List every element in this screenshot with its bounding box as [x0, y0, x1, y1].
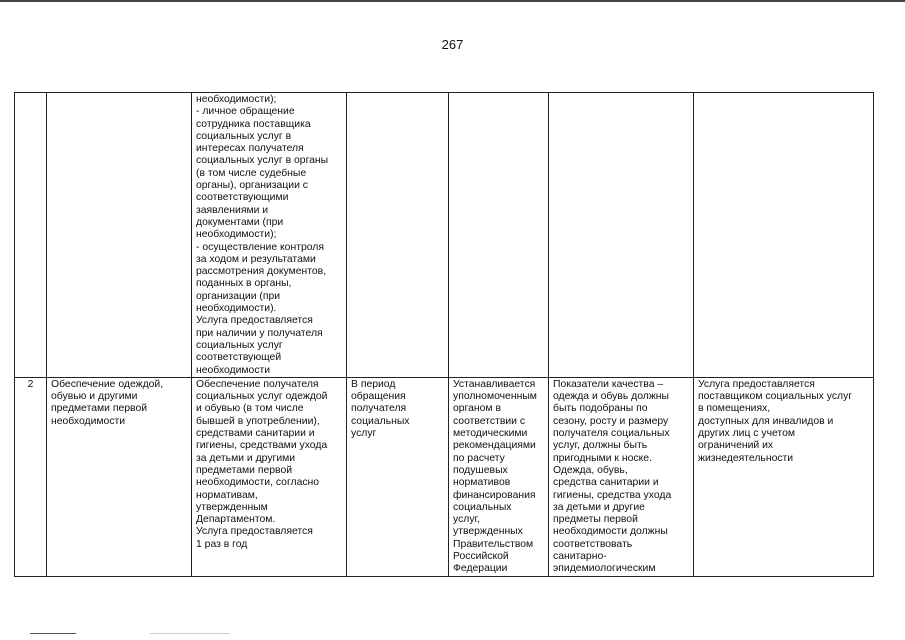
cell-line: предметами первой [51, 403, 148, 415]
cell-line: организации (при [196, 290, 281, 302]
cell-line: сотрудника поставщика [196, 118, 311, 130]
cell-line: Показатели качества – [553, 378, 664, 390]
cell-line: за детьми и другие [553, 501, 645, 513]
cell-line: за ходом и результатами [196, 253, 316, 265]
services-table [14, 92, 874, 577]
footer-rule [30, 633, 76, 634]
cell-line: 1 раз в год [196, 538, 248, 550]
cell-line: гигиены, средства ухода [553, 489, 672, 501]
cell-line: (в том числе судебные [196, 167, 307, 179]
cell-line: рекомендациями [453, 440, 536, 452]
cell-line: Обеспечение одеждой, [51, 378, 164, 390]
cell-line: необходимости); [196, 229, 277, 241]
cell-line: соответствующей [196, 352, 282, 364]
cell-line: поданных в органы, [196, 278, 292, 290]
cell-line: необходимости должны [553, 526, 668, 538]
cell-line: В период [351, 378, 396, 390]
cell-line: услуг [351, 428, 377, 440]
cell-line: Услуга предоставляется [196, 526, 313, 538]
cell-line: социальных услуг [196, 339, 283, 351]
cell-line: финансирования [453, 489, 536, 501]
cell-line: средства санитарии и [553, 477, 659, 489]
cell-line: предметами первой [196, 464, 293, 476]
cell-line: в помещениях, [698, 403, 771, 415]
cell-line: социальных услуг в [196, 130, 292, 142]
cell-line: получателя [351, 403, 407, 415]
quality-indicators-cell [549, 377, 694, 576]
cell-line: необходимости). [196, 303, 277, 315]
cell-line: предметы первой [553, 514, 638, 526]
service-norms-cell [449, 93, 549, 378]
quality-indicators-cell [549, 93, 694, 378]
cell-line: социальных [351, 415, 410, 427]
row-number-cell [15, 93, 47, 378]
cell-line: методическими [453, 428, 528, 440]
cell-line: поставщиком социальных услуг [698, 391, 853, 403]
cell-line: Федерации [453, 563, 508, 575]
service-term-cell [347, 377, 449, 576]
cell-line: быть подобраны по [553, 403, 648, 415]
cell-line: Департаментом. [196, 514, 276, 526]
service-norms-cell [449, 377, 549, 576]
cell-line: органы), организации с [196, 180, 308, 192]
cell-line: необходимости [196, 364, 271, 376]
service-description-cell [192, 93, 347, 378]
cell-line: гигиены, средствами ухода [196, 440, 328, 452]
cell-line: - личное обращение [196, 106, 295, 118]
cell-line: документами (при [196, 216, 284, 228]
cell-line: одежда и обувь должны [553, 391, 669, 403]
cell-line: социальных услуг в органы [196, 155, 329, 167]
table-row [15, 377, 874, 576]
cell-line: пригодными к носке. [553, 452, 652, 464]
service-name-cell [47, 377, 192, 576]
cell-line: Российской [453, 550, 509, 562]
cell-line: социальных [453, 501, 512, 513]
cell-line: Одежда, обувь, [553, 464, 628, 476]
cell-line: получателя социальных [553, 428, 670, 440]
cell-line: услуг, [453, 514, 480, 526]
row-number-cell: 2 [15, 377, 47, 576]
cell-line: доступных для инвалидов и [698, 415, 834, 427]
cell-line: по расчету [453, 452, 505, 464]
cell-line: необходимости, согласно [196, 477, 320, 489]
cell-line: органом в [453, 403, 501, 415]
cell-line: Обеспечение получателя [196, 378, 319, 390]
service-term-cell [347, 93, 449, 378]
cell-line: средствами санитарии и [196, 428, 315, 440]
cell-line: Услуга предоставляется [196, 315, 313, 327]
cell-line: сезону, росту и размеру [553, 415, 669, 427]
cell-line: бывшей в употреблении), [196, 415, 320, 427]
cell-line: соответствующими [196, 192, 289, 204]
cell-line: - осуществление контроля [196, 241, 324, 253]
cell-line: подушевых [453, 464, 508, 476]
cell-line: за детьми и другими [196, 452, 296, 464]
cell-line: утвержденных [453, 526, 523, 538]
cell-line: и обувью (в том числе [196, 403, 304, 415]
cell-line: обувью и другими [51, 391, 138, 403]
service-name-cell [47, 93, 192, 378]
page-number: 267 [441, 37, 464, 52]
table-row [15, 93, 874, 378]
cell-line: уполномоченным [453, 391, 537, 403]
cell-line: социальных услуг одеждой [196, 391, 328, 403]
cell-line: утвержденным [196, 501, 268, 513]
cell-line: при наличии у получателя [196, 327, 323, 339]
cell-line: обращения [351, 391, 406, 403]
cell-line: соответствовать [553, 538, 633, 550]
cell-line: Правительством [453, 538, 534, 550]
cell-line: эпидемиологическим [553, 563, 656, 575]
cell-line: ограничений их [698, 440, 774, 452]
service-description-cell [192, 377, 347, 576]
cell-line: соответствии с [453, 415, 526, 427]
cell-line: необходимости [51, 415, 126, 427]
cell-line: услуг, должны быть [553, 440, 648, 452]
cell-line: заявлениями и [196, 204, 269, 216]
cell-line: санитарно- [553, 550, 607, 562]
service-conditions-cell [694, 93, 874, 378]
cell-line: жизнедеятельности [698, 452, 794, 464]
cell-line: нормативам, [196, 489, 258, 501]
cell-line: необходимости); [196, 94, 277, 105]
cell-line: других лиц с учетом [698, 428, 795, 440]
cell-line: рассмотрения документов, [196, 266, 327, 278]
footer-mark [150, 633, 230, 634]
cell-line: Услуга предоставляется [698, 378, 815, 390]
cell-line: интересах получателя [196, 143, 304, 155]
top-border-rule [0, 0, 905, 2]
cell-line: Устанавливается [453, 378, 536, 390]
service-conditions-cell [694, 377, 874, 576]
cell-line: нормативов [453, 477, 511, 489]
